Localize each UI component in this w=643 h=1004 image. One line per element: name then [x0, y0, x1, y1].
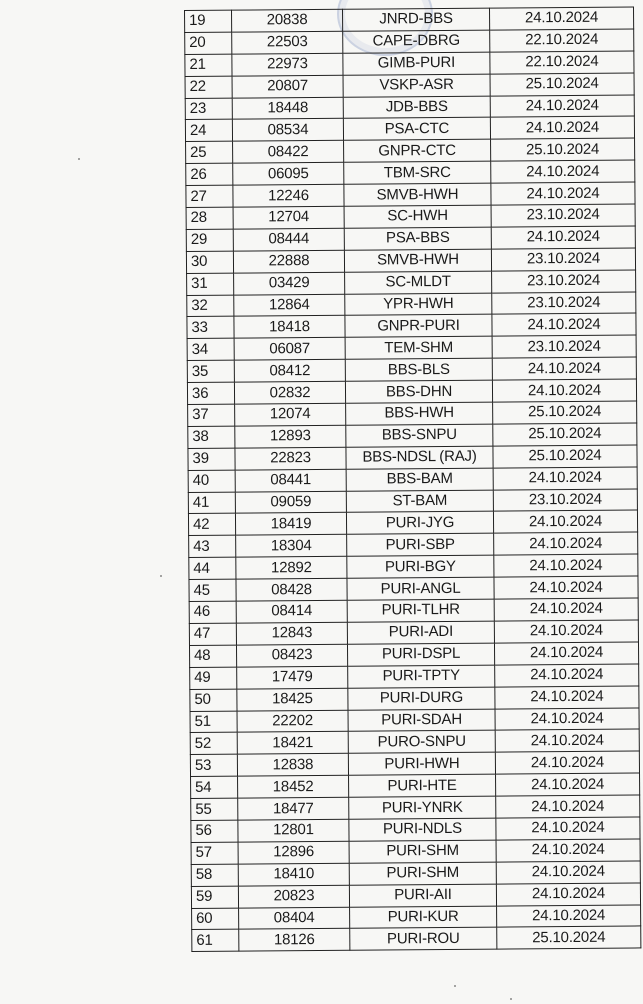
train-number-cell: 22888	[233, 250, 344, 273]
scan-speck	[160, 575, 162, 577]
date-cell: 23.10.2024	[492, 292, 636, 315]
date-cell: 24.10.2024	[495, 664, 639, 687]
train-number-cell: 08412	[234, 359, 345, 382]
serial-number-cell: 31	[187, 273, 234, 295]
route-cell: SC-MLDT	[345, 271, 492, 294]
route-cell: GNPR-PURI	[345, 315, 492, 338]
train-number-cell: 12896	[238, 841, 349, 864]
date-cell: 23.10.2024	[491, 248, 635, 271]
serial-number-cell: 21	[185, 54, 232, 76]
route-cell: SC-HWH	[344, 205, 491, 228]
route-cell: PSA-BBS	[344, 227, 491, 250]
date-cell: 24.10.2024	[496, 817, 640, 840]
train-number-cell: 18425	[237, 688, 348, 711]
date-cell: 23.10.2024	[493, 489, 637, 512]
route-cell: BBS-BAM	[346, 468, 493, 491]
train-number-cell: 12843	[236, 622, 347, 645]
serial-number-cell: 57	[191, 842, 238, 864]
serial-number-cell: 23	[185, 98, 232, 120]
date-cell: 24.10.2024	[490, 116, 634, 139]
date-cell: 24.10.2024	[492, 313, 636, 336]
train-number-cell: 12864	[234, 294, 345, 317]
serial-number-cell: 26	[186, 163, 233, 185]
train-number-cell: 06087	[234, 338, 345, 361]
date-cell: 24.10.2024	[496, 883, 640, 906]
route-cell: SMVB-HWH	[344, 249, 491, 272]
serial-number-cell: 47	[189, 623, 236, 645]
date-cell: 24.10.2024	[497, 904, 641, 927]
scan-speck	[454, 985, 456, 987]
train-number-cell: 12801	[238, 819, 349, 842]
route-cell: PURI-SHM	[349, 840, 496, 863]
serial-number-cell: 46	[189, 601, 236, 623]
route-cell: BBS-DHN	[345, 380, 492, 403]
route-cell: PURI-DSPL	[347, 643, 494, 666]
serial-number-cell: 53	[190, 754, 237, 776]
route-cell: PURI-YNRK	[349, 796, 496, 819]
train-number-cell: 08404	[239, 907, 350, 930]
date-cell: 25.10.2024	[493, 445, 637, 468]
date-cell: 24.10.2024	[495, 707, 639, 730]
date-cell: 24.10.2024	[494, 532, 638, 555]
date-cell: 25.10.2024	[493, 401, 637, 424]
serial-number-cell: 45	[189, 579, 236, 601]
train-number-cell: 08423	[236, 644, 347, 667]
route-cell: PURI-BGY	[347, 555, 494, 578]
date-cell: 24.10.2024	[492, 379, 636, 402]
route-cell: BBS-SNPU	[346, 424, 493, 447]
serial-number-cell: 52	[190, 732, 237, 754]
train-number-cell: 08441	[235, 469, 346, 492]
train-number-cell: 12893	[235, 425, 346, 448]
table-row	[192, 926, 641, 951]
route-cell: PURI-SBP	[347, 533, 494, 556]
train-number-cell: 18410	[238, 863, 349, 886]
serial-number-cell: 24	[185, 120, 232, 142]
train-number-cell: 18477	[238, 797, 349, 820]
route-cell: PURI-ADI	[347, 621, 494, 644]
serial-number-cell: 51	[190, 711, 237, 733]
serial-number-cell: 42	[188, 514, 235, 536]
train-number-cell: 20838	[232, 9, 343, 32]
route-cell: BBS-HWH	[346, 402, 493, 425]
train-number-cell: 12704	[233, 206, 344, 229]
date-cell: 23.10.2024	[492, 270, 636, 293]
train-number-cell: 18448	[232, 97, 343, 120]
route-cell: BBS-BLS	[345, 358, 492, 381]
route-cell: PURO-SNPU	[348, 730, 495, 753]
route-cell: PURI-TPTY	[348, 665, 495, 688]
serial-number-cell: 43	[189, 535, 236, 557]
serial-number-cell: 58	[191, 864, 238, 886]
route-cell: TEM-SHM	[345, 336, 492, 359]
train-table	[184, 6, 641, 952]
serial-number-cell: 60	[192, 908, 239, 930]
serial-number-cell: 29	[186, 229, 233, 251]
route-cell: PURI-KUR	[350, 906, 497, 929]
train-number-cell: 22823	[235, 447, 346, 470]
date-cell: 24.10.2024	[491, 182, 635, 205]
serial-number-cell: 54	[191, 776, 238, 798]
route-cell: PURI-NDLS	[349, 818, 496, 841]
date-cell: 24.10.2024	[495, 751, 639, 774]
date-cell: 24.10.2024	[496, 795, 640, 818]
serial-number-cell: 28	[186, 207, 233, 229]
train-number-cell: 08428	[236, 578, 347, 601]
date-cell: 24.10.2024	[496, 773, 640, 796]
train-number-cell: 18418	[234, 316, 345, 339]
serial-number-cell: 30	[186, 251, 233, 273]
serial-number-cell: 49	[190, 667, 237, 689]
train-number-cell: 18452	[238, 775, 349, 798]
scan-speck	[78, 158, 80, 160]
train-number-cell: 20807	[232, 75, 343, 98]
route-cell: GIMB-PURI	[343, 52, 490, 75]
date-cell: 24.10.2024	[494, 620, 638, 643]
date-cell: 23.10.2024	[491, 204, 635, 227]
serial-number-cell: 35	[187, 360, 234, 382]
train-number-cell: 18304	[236, 535, 347, 558]
train-number-cell: 12892	[236, 557, 347, 580]
serial-number-cell: 27	[186, 185, 233, 207]
route-cell: GNPR-CTC	[344, 139, 491, 162]
serial-number-cell: 38	[188, 426, 235, 448]
date-cell: 24.10.2024	[494, 554, 638, 577]
serial-number-cell: 39	[188, 448, 235, 470]
date-cell: 24.10.2024	[495, 729, 639, 752]
serial-number-cell: 32	[187, 295, 234, 317]
date-cell: 24.10.2024	[494, 642, 638, 665]
route-cell: PURI-AII	[349, 884, 496, 907]
date-cell: 25.10.2024	[497, 926, 641, 949]
serial-number-cell: 22	[185, 76, 232, 98]
date-cell: 25.10.2024	[491, 138, 635, 161]
scan-speck	[510, 998, 512, 1000]
route-cell: JDB-BBS	[343, 96, 490, 119]
date-cell: 22.10.2024	[490, 29, 634, 52]
date-cell: 24.10.2024	[493, 467, 637, 490]
route-cell: ST-BAM	[346, 490, 493, 513]
train-number-cell: 12838	[237, 754, 348, 777]
route-cell: PURI-HTE	[349, 774, 496, 797]
date-cell: 24.10.2024	[494, 598, 638, 621]
train-number-cell: 22202	[237, 710, 348, 733]
date-cell: 24.10.2024	[491, 160, 635, 183]
train-table-body	[185, 7, 641, 952]
route-cell: JNRD-BBS	[342, 8, 489, 31]
train-number-cell: 08414	[236, 600, 347, 623]
train-number-cell: 08534	[232, 119, 343, 142]
route-cell: PURI-HWH	[348, 752, 495, 775]
route-cell: BBS-NDSL (RAJ)	[346, 446, 493, 469]
route-cell: TBM-SRC	[344, 161, 491, 184]
train-number-cell: 09059	[235, 491, 346, 514]
train-number-cell: 22503	[232, 31, 343, 54]
date-cell: 25.10.2024	[490, 73, 634, 96]
serial-number-cell: 41	[188, 492, 235, 514]
train-number-cell: 03429	[234, 272, 345, 295]
train-number-cell: 18421	[237, 732, 348, 755]
route-cell: PURI-ANGL	[347, 577, 494, 600]
serial-number-cell: 37	[188, 404, 235, 426]
route-cell: PURI-TLHR	[347, 599, 494, 622]
route-cell: PURI-SDAH	[348, 709, 495, 732]
serial-number-cell: 25	[186, 141, 233, 163]
train-number-cell: 08444	[233, 228, 344, 251]
serial-number-cell: 56	[191, 820, 238, 842]
route-cell: PURI-JYG	[346, 512, 493, 535]
train-number-cell: 18126	[239, 929, 350, 952]
date-cell: 23.10.2024	[492, 335, 636, 358]
route-cell: PSA-CTC	[343, 118, 490, 141]
date-cell: 24.10.2024	[489, 7, 633, 30]
train-number-cell: 22973	[232, 53, 343, 76]
train-number-cell: 20823	[238, 885, 349, 908]
train-number-cell: 06095	[233, 162, 344, 185]
serial-number-cell: 40	[188, 470, 235, 492]
date-cell: 24.10.2024	[495, 686, 639, 709]
route-cell: PURI-DURG	[348, 687, 495, 710]
date-cell: 24.10.2024	[496, 861, 640, 884]
route-cell: YPR-HWH	[345, 293, 492, 316]
date-cell: 24.10.2024	[491, 226, 635, 249]
serial-number-cell: 48	[189, 645, 236, 667]
route-cell: VSKP-ASR	[343, 74, 490, 97]
route-cell: CAPE-DBRG	[343, 30, 490, 53]
train-number-cell: 08422	[233, 141, 344, 164]
serial-number-cell: 36	[187, 382, 234, 404]
route-cell: SMVB-HWH	[344, 183, 491, 206]
train-number-cell: 17479	[237, 666, 348, 689]
train-number-cell: 12246	[233, 184, 344, 207]
serial-number-cell: 50	[190, 689, 237, 711]
serial-number-cell: 19	[185, 10, 232, 32]
date-cell: 24.10.2024	[496, 839, 640, 862]
serial-number-cell: 20	[185, 32, 232, 54]
date-cell: 24.10.2024	[493, 510, 637, 533]
route-cell: PURI-ROU	[350, 927, 497, 950]
train-number-cell: 02832	[234, 381, 345, 404]
serial-number-cell: 33	[187, 317, 234, 339]
date-cell: 24.10.2024	[490, 95, 634, 118]
date-cell: 25.10.2024	[493, 423, 637, 446]
date-cell: 24.10.2024	[492, 357, 636, 380]
train-schedule-sheet	[184, 7, 636, 953]
train-number-cell: 12074	[235, 403, 346, 426]
serial-number-cell: 59	[191, 886, 238, 908]
serial-number-cell: 61	[192, 930, 239, 952]
serial-number-cell: 34	[187, 338, 234, 360]
serial-number-cell: 55	[191, 798, 238, 820]
date-cell: 24.10.2024	[494, 576, 638, 599]
serial-number-cell: 44	[189, 557, 236, 579]
route-cell: PURI-SHM	[349, 862, 496, 885]
date-cell: 22.10.2024	[490, 51, 634, 74]
train-number-cell: 18419	[235, 513, 346, 536]
